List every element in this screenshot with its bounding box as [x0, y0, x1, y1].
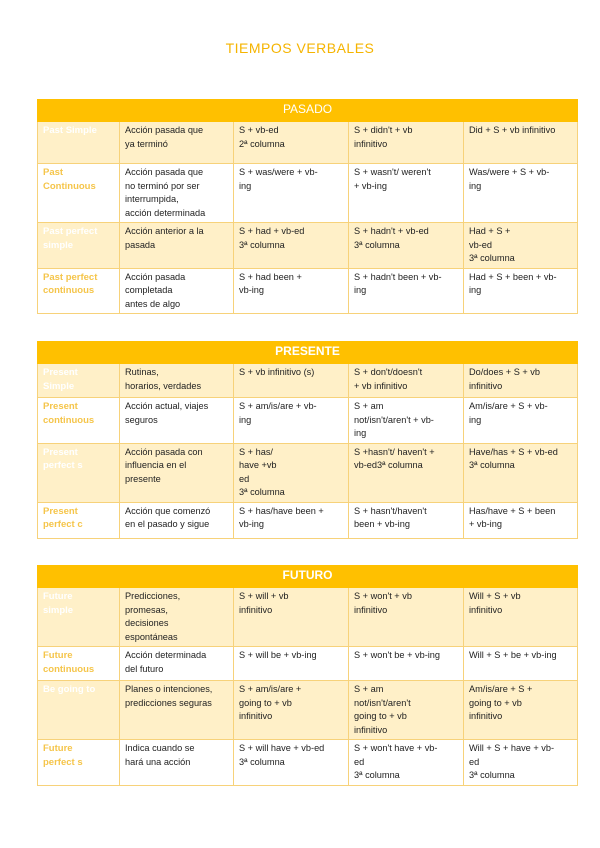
- table-row: [38, 268, 578, 314]
- section-title: PASADO: [38, 100, 578, 122]
- table-row: [38, 681, 578, 740]
- table-row: [38, 398, 578, 444]
- tense-name: Future continuous: [38, 647, 120, 681]
- interrogative-form: Have/has + S + vb-ed 3ª columna: [464, 443, 578, 502]
- tense-name: Present perfect c: [38, 502, 120, 538]
- interrogative-form: Will + S + vb infinitivo: [464, 588, 578, 647]
- interrogative-form: Was/were + S + vb- ing: [464, 164, 578, 223]
- negative-form: S + won't have + vb- ed 3ª columna: [349, 740, 464, 786]
- tense-use: Acción anterior a la pasada: [120, 223, 234, 269]
- tense-use: Acción pasada que ya terminó: [120, 122, 234, 164]
- tense-name: Past perfect simple: [38, 223, 120, 269]
- affirmative-form: S + had + vb-ed 3ª columna: [234, 223, 349, 269]
- tense-use: Acción determinada del futuro: [120, 647, 234, 681]
- negative-form: S + am not/isn't/aren't + vb- ing: [349, 398, 464, 444]
- table-row: [38, 647, 578, 681]
- tense-name: Present continuous: [38, 398, 120, 444]
- interrogative-form: Will + S + be + vb-ing: [464, 647, 578, 681]
- table-row: [38, 223, 578, 269]
- interrogative-form: Am/is/are + S + vb- ing: [464, 398, 578, 444]
- section-title: FUTURO: [38, 566, 578, 588]
- tense-use: Acción que comenzó en el pasado y sigue: [120, 502, 234, 538]
- tense-name: Be going to: [38, 681, 120, 740]
- tense-use: Planes o intenciones, predicciones seguras: [120, 681, 234, 740]
- table-row: [38, 364, 578, 398]
- tense-name: Past perfect continuous: [38, 268, 120, 314]
- tense-use: Acción pasada con influencia en el presente: [120, 443, 234, 502]
- affirmative-form: S + vb infinitivo (s): [234, 364, 349, 398]
- table-row: [38, 443, 578, 502]
- table-row: [38, 740, 578, 786]
- table-row: [38, 164, 578, 223]
- tense-use: Rutinas, horarios, verdades: [120, 364, 234, 398]
- tense-use: Acción actual, viajes seguros: [120, 398, 234, 444]
- affirmative-form: S + was/were + vb- ing: [234, 164, 349, 223]
- tense-use: Acción pasada que no terminó por ser interrumpida, acción determinada: [120, 164, 234, 223]
- negative-form: S + hadn't been + vb- ing: [349, 268, 464, 314]
- affirmative-form: S + will + vb infinitivo: [234, 588, 349, 647]
- table-row: [38, 502, 578, 538]
- affirmative-form: S + am/is/are + vb- ing: [234, 398, 349, 444]
- tense-use: Acción pasada completada antes de algo: [120, 268, 234, 314]
- tense-name: Future perfect s: [38, 740, 120, 786]
- tense-name: Future simple: [38, 588, 120, 647]
- table-futuro: [37, 565, 578, 786]
- negative-form: S + hadn't + vb-ed 3ª columna: [349, 223, 464, 269]
- interrogative-form: Has/have + S + been + vb-ing: [464, 502, 578, 538]
- affirmative-form: S + has/have been + vb-ing: [234, 502, 349, 538]
- negative-form: S + don't/doesn't + vb infinitivo: [349, 364, 464, 398]
- negative-form: S + didn't + vb infinitivo: [349, 122, 464, 164]
- interrogative-form: Had + S + vb-ed 3ª columna: [464, 223, 578, 269]
- affirmative-form: S + had been + vb-ing: [234, 268, 349, 314]
- tense-name: Present Simple: [38, 364, 120, 398]
- interrogative-form: Am/is/are + S + going to + vb infinitivo: [464, 681, 578, 740]
- table-presente: [37, 341, 578, 539]
- negative-form: S + am not/isn't/aren't going to + vb infinitivo: [349, 681, 464, 740]
- section-title: PRESENTE: [38, 342, 578, 364]
- table-row: [38, 122, 578, 164]
- affirmative-form: S + vb-ed 2ª columna: [234, 122, 349, 164]
- interrogative-form: Had + S + been + vb- ing: [464, 268, 578, 314]
- table-row: [38, 588, 578, 647]
- negative-form: S + won't be + vb-ing: [349, 647, 464, 681]
- interrogative-form: Will + S + have + vb- ed 3ª columna: [464, 740, 578, 786]
- tense-name: Past Continuous: [38, 164, 120, 223]
- affirmative-form: S + am/is/are + going to + vb infinitivo: [234, 681, 349, 740]
- affirmative-form: S + will be + vb-ing: [234, 647, 349, 681]
- negative-form: S + wasn't/ weren't + vb-ing: [349, 164, 464, 223]
- page-title: TIEMPOS VERBALES: [225, 40, 375, 56]
- tense-use: Predicciones, promesas, decisiones espontáneas: [120, 588, 234, 647]
- interrogative-form: Did + S + vb infinitivo: [464, 122, 578, 164]
- affirmative-form: S + will have + vb-ed 3ª columna: [234, 740, 349, 786]
- affirmative-form: S + has/ have +vb ed 3ª columna: [234, 443, 349, 502]
- negative-form: S +hasn't/ haven't + vb-ed3ª columna: [349, 443, 464, 502]
- tense-use: Indica cuando se hará una acción: [120, 740, 234, 786]
- tense-name: Past Simple: [38, 122, 120, 164]
- negative-form: S + won't + vb infinitivo: [349, 588, 464, 647]
- tense-name: Present perfect s: [38, 443, 120, 502]
- negative-form: S + hasn't/haven't been + vb-ing: [349, 502, 464, 538]
- table-pasado: [37, 99, 578, 314]
- interrogative-form: Do/does + S + vb infinitivo: [464, 364, 578, 398]
